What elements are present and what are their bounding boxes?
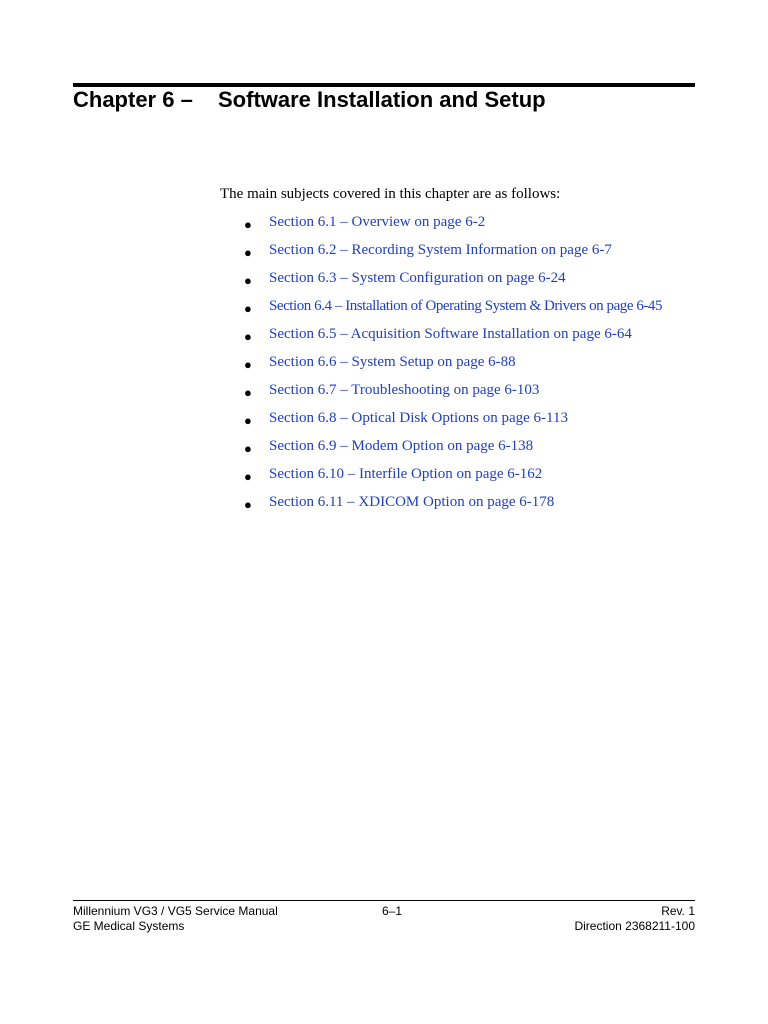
section-link-6-3[interactable]: Section 6.3 – System Configuration on page 6-24 xyxy=(269,270,566,286)
bullet-icon: ● xyxy=(244,273,252,288)
bullet-icon: ● xyxy=(244,413,252,428)
chapter-title: Software Installation and Setup xyxy=(218,87,546,112)
bullet-icon: ● xyxy=(244,469,252,484)
footer-revision: Rev. 1 xyxy=(661,904,695,918)
footer-company: GE Medical Systems xyxy=(73,919,185,933)
footer-manual-title: Millennium VG3 / VG5 Service Manual xyxy=(73,904,278,918)
bullet-icon: ● xyxy=(244,217,252,232)
section-link-6-6[interactable]: Section 6.6 – System Setup on page 6-88 xyxy=(269,354,516,370)
bullet-icon: ● xyxy=(244,497,252,512)
section-link-6-8[interactable]: Section 6.8 – Optical Disk Options on page 6-113 xyxy=(269,410,568,426)
intro-text: The main subjects covered in this chapter are as follows: xyxy=(220,186,561,202)
section-link-6-9[interactable]: Section 6.9 – Modem Option on page 6-138 xyxy=(269,438,534,454)
chapter-number: Chapter 6 – xyxy=(73,87,193,112)
bullet-icon: ● xyxy=(244,385,252,400)
section-link-6-2[interactable]: Section 6.2 – Recording System Information on page 6-7 xyxy=(269,242,612,258)
section-link-6-4[interactable]: Section 6.4 – Installation of Operating System & Drivers on page 6-45 xyxy=(269,298,663,314)
chapter-heading xyxy=(73,86,695,114)
footer-page-number: 6–1 xyxy=(382,904,403,918)
footer-direction: Direction 2368211-100 xyxy=(574,919,695,933)
section-link-6-1[interactable]: Section 6.1 – Overview on page 6-2 xyxy=(269,214,486,230)
bullet-icon: ● xyxy=(244,357,252,372)
bullet-icon: ● xyxy=(244,245,252,260)
footer-rule xyxy=(73,900,695,901)
section-link-6-10[interactable]: Section 6.10 – Interfile Option on page 6-162 xyxy=(269,466,543,482)
section-link-6-11[interactable]: Section 6.11 – XDICOM Option on page 6-178 xyxy=(269,494,555,510)
section-link-6-5[interactable]: Section 6.5 – Acquisition Software Installation on page 6-64 xyxy=(269,326,632,342)
bullet-icon: ● xyxy=(244,329,252,344)
bullet-icon: ● xyxy=(244,441,252,456)
bullet-icon: ● xyxy=(244,301,252,316)
section-link-6-7[interactable]: Section 6.7 – Troubleshooting on page 6-103 xyxy=(269,382,540,398)
